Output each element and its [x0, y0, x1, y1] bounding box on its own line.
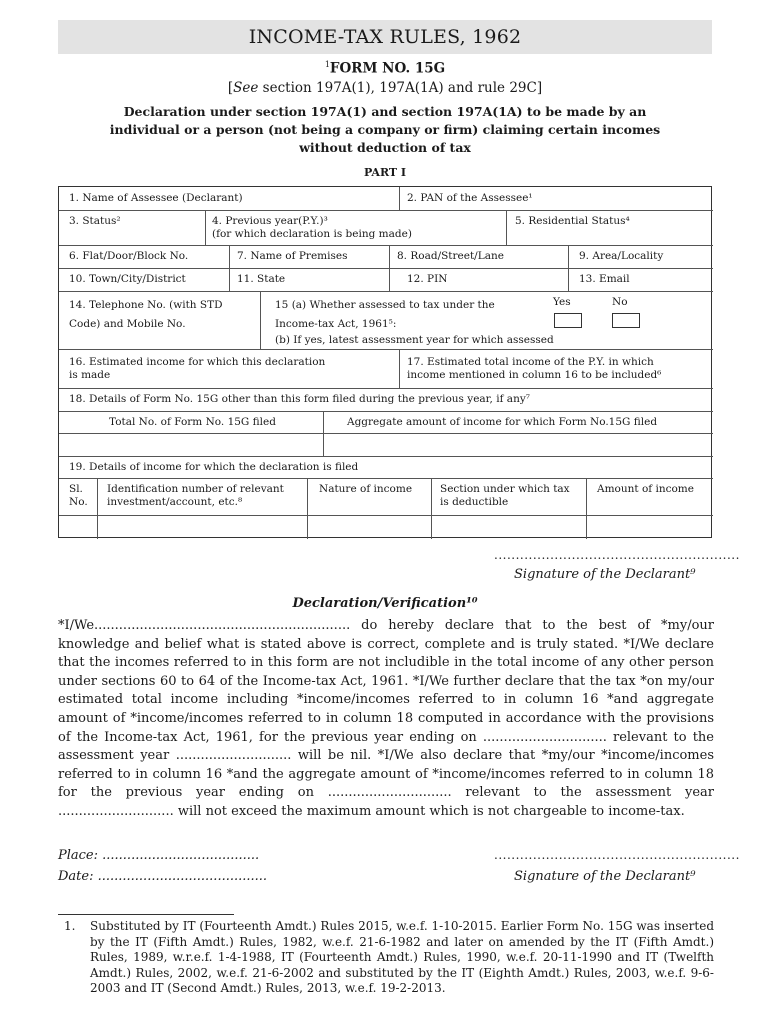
- field-latest-assessment-year: (b) If yes, latest assessment year for which assessed: [275, 334, 554, 346]
- place-field: Place: ......................................: [58, 848, 260, 863]
- field-assessed-line1: 15 (a) Whether assessed to tax under the: [275, 299, 495, 311]
- field-telephone-line1: 14. Telephone No. (with STD: [69, 299, 223, 311]
- signature-label: Signature of the Declarant⁹: [514, 567, 696, 582]
- field-email: 13. Email: [579, 273, 630, 285]
- row-divider: [59, 456, 713, 457]
- field-estimated-total-income: [407, 356, 661, 382]
- col-section: [440, 483, 570, 509]
- col-section-line2: is deductible: [440, 496, 509, 508]
- no-label: No: [612, 296, 628, 308]
- row-divider: [59, 349, 713, 350]
- col-divider: [260, 291, 261, 349]
- field-previous-year-line1: 4. Previous year(P.Y.)³: [212, 215, 328, 227]
- row-divider: [59, 291, 713, 292]
- field-previous-year: [212, 215, 412, 241]
- field-pin: 12. PIN: [407, 273, 448, 285]
- col-aggregate-amount: Aggregate amount of income for which Form No.15G filed: [347, 416, 658, 428]
- field-telephone-line2: Code) and Mobile No.: [69, 318, 186, 330]
- col-divider: [323, 411, 324, 456]
- field-estimated-total-line1: 17. Estimated total income of the P.Y. in which: [407, 356, 654, 368]
- row-divider: [59, 268, 713, 269]
- field-town-city: 10. Town/City/District: [69, 273, 186, 285]
- col-section-line1: Section under which tax: [440, 483, 570, 495]
- field-estimated-total-line2: income mentioned in column 16 to be included⁶: [407, 369, 662, 381]
- row-divider: [59, 433, 713, 434]
- col-amount-of-income: Amount of income: [597, 483, 694, 495]
- form-number: [58, 60, 712, 77]
- col-divider: [568, 245, 569, 291]
- col-divider: [399, 187, 400, 210]
- field-details-of-income: 19. Details of income for which the declaration is filed: [69, 461, 359, 473]
- footnote: [64, 919, 714, 997]
- yes-checkbox[interactable]: [554, 313, 582, 328]
- field-assessed-to-tax: [275, 296, 495, 334]
- section-reference: [See section 197A(1), 197A(1A) and rule 29C]: [227, 80, 543, 96]
- row-divider: [59, 245, 713, 246]
- col-identification-line2: investment/account, etc.⁸: [107, 496, 243, 508]
- declaration-heading: Declaration under section 197A(1) and section 197A(1A) to be made by an individual or a person (not being a company or firm) claiming certain incomes without deduction of tax: [109, 104, 661, 155]
- field-flat-door-block: 6. Flat/Door/Block No.: [69, 250, 189, 262]
- col-divider: [205, 210, 206, 245]
- col-divider: [229, 245, 230, 291]
- bottom-signature-line: .........................................................: [494, 848, 740, 862]
- field-status: 3. Status²: [69, 215, 121, 227]
- col-sl-line1: Sl.: [69, 483, 83, 495]
- row-divider: [59, 478, 713, 479]
- declaration-paragraph: *I/We.............................................................. do hereby declare that to the best of *my/our knowledge and belief what is stated above is correct, complete and is truly stated. *I/We declare that the incomes referred to in this form are not includible in the total income of any other person under sections 60 to 64 of the Income-tax Act, 1961. *I/We further declare that the tax *on my/our estimated total income including *income/incomes referred to in column 16 *and aggregate amount of *income/incomes referred to in column 18 computed in accordance with the provisions of the Income-tax Act, 1961, for the previous year ending on .............................. relevant to the assessment year ............................ will be nil. *I/We also declare that *my/our *income/incomes referred to in column 16 *and the aggregate amount of *income/incomes referred to in column 18 for the previous year ending on .............................. relevant to the assessment year ............................ will not exceed the maximum amount which is not chargeable to income-tax.: [58, 618, 714, 819]
- col-divider: [389, 245, 390, 291]
- col-total-forms-filed: Total No. of Form No. 15G filed: [109, 416, 276, 428]
- see-word: See: [233, 80, 259, 96]
- signature-line: .........................................................: [494, 548, 740, 562]
- col-nature-of-income: Nature of income: [319, 483, 413, 495]
- field-name-of-premises: 7. Name of Premises: [237, 250, 348, 262]
- footnote-number: 1.: [64, 919, 76, 933]
- col-divider: [399, 349, 400, 388]
- row-divider: [59, 210, 713, 211]
- field-telephone: [69, 296, 223, 334]
- part-label: PART I: [363, 166, 407, 179]
- date-field: Date: .........................................: [58, 869, 268, 884]
- footnote-text: Substituted by IT (Fourteenth Amdt.) Rules 2015, w.e.f. 1-10-2015. Earlier Form No. 15G was inserted by the IT (Fifth Amdt.) Rules, 1982, w.e.f. 21-6-1982 and later on amended by the IT (Fifth Amdt.) Rules, 1989, w.r.e.f. 1-4-1988, IT (Fourteenth Amdt.) Rules, 1990, w.e.f. 20-11-1990 and IT (Twelfth Amdt.) Rules, 2002, w.e.f. 21-6-2002 and substituted by the IT (Eighth Amdt.) Rules, 2003, w.e.f. 9-6-2003 and IT (Second Amdt.) Rules, 2013, w.e.f. 19-2-2013.: [90, 919, 714, 995]
- field-state: 11. State: [237, 273, 286, 285]
- row-divider: [59, 411, 713, 412]
- field-estimated-income-line1: 16. Estimated income for which this declaration: [69, 356, 326, 368]
- field-estimated-income-line2: is made: [69, 369, 111, 381]
- field-name-of-assessee: 1. Name of Assessee (Declarant): [69, 192, 243, 204]
- col-divider: [506, 210, 507, 245]
- field-assessed-line2: Income-tax Act, 1961⁵:: [275, 318, 397, 330]
- no-checkbox[interactable]: [612, 313, 640, 328]
- form-table: [58, 186, 712, 538]
- field-details-form-15g: 18. Details of Form No. 15G other than this form filed during the previous year, if any⁷: [69, 393, 530, 405]
- row-divider: [59, 515, 713, 516]
- col-identification-number: [107, 483, 284, 509]
- col-divider: [431, 478, 432, 539]
- field-previous-year-line2: (for which declaration is being made): [212, 228, 412, 240]
- field-pan: 2. PAN of the Assessee¹: [407, 192, 533, 204]
- declaration-text: [58, 617, 714, 822]
- col-divider: [307, 478, 308, 539]
- footnote-rule: [58, 914, 234, 915]
- field-estimated-income: [69, 356, 325, 382]
- field-residential-status: 5. Residential Status⁴: [515, 215, 630, 227]
- col-divider: [586, 478, 587, 539]
- field-area-locality: 9. Area/Locality: [579, 250, 664, 262]
- row-divider: [59, 388, 713, 389]
- page-title: INCOME-TAX RULES, 1962: [58, 20, 712, 54]
- col-sl-line2: No.: [69, 496, 88, 508]
- bottom-signature-label: Signature of the Declarant⁹: [514, 869, 696, 884]
- col-sl-no: [69, 483, 88, 509]
- field-road-street: 8. Road/Street/Lane: [397, 250, 504, 262]
- form-number-text: FORM NO. 15G: [329, 60, 446, 77]
- col-divider: [97, 478, 98, 539]
- form-number-footnote-mark: 1: [324, 60, 330, 69]
- section-reference-text: section 197A(1), 197A(1A) and rule 29C]: [258, 80, 543, 96]
- yes-label: Yes: [553, 296, 571, 308]
- col-identification-line1: Identification number of relevant: [107, 483, 284, 495]
- declaration-title: Declaration/Verification¹⁰: [292, 596, 478, 611]
